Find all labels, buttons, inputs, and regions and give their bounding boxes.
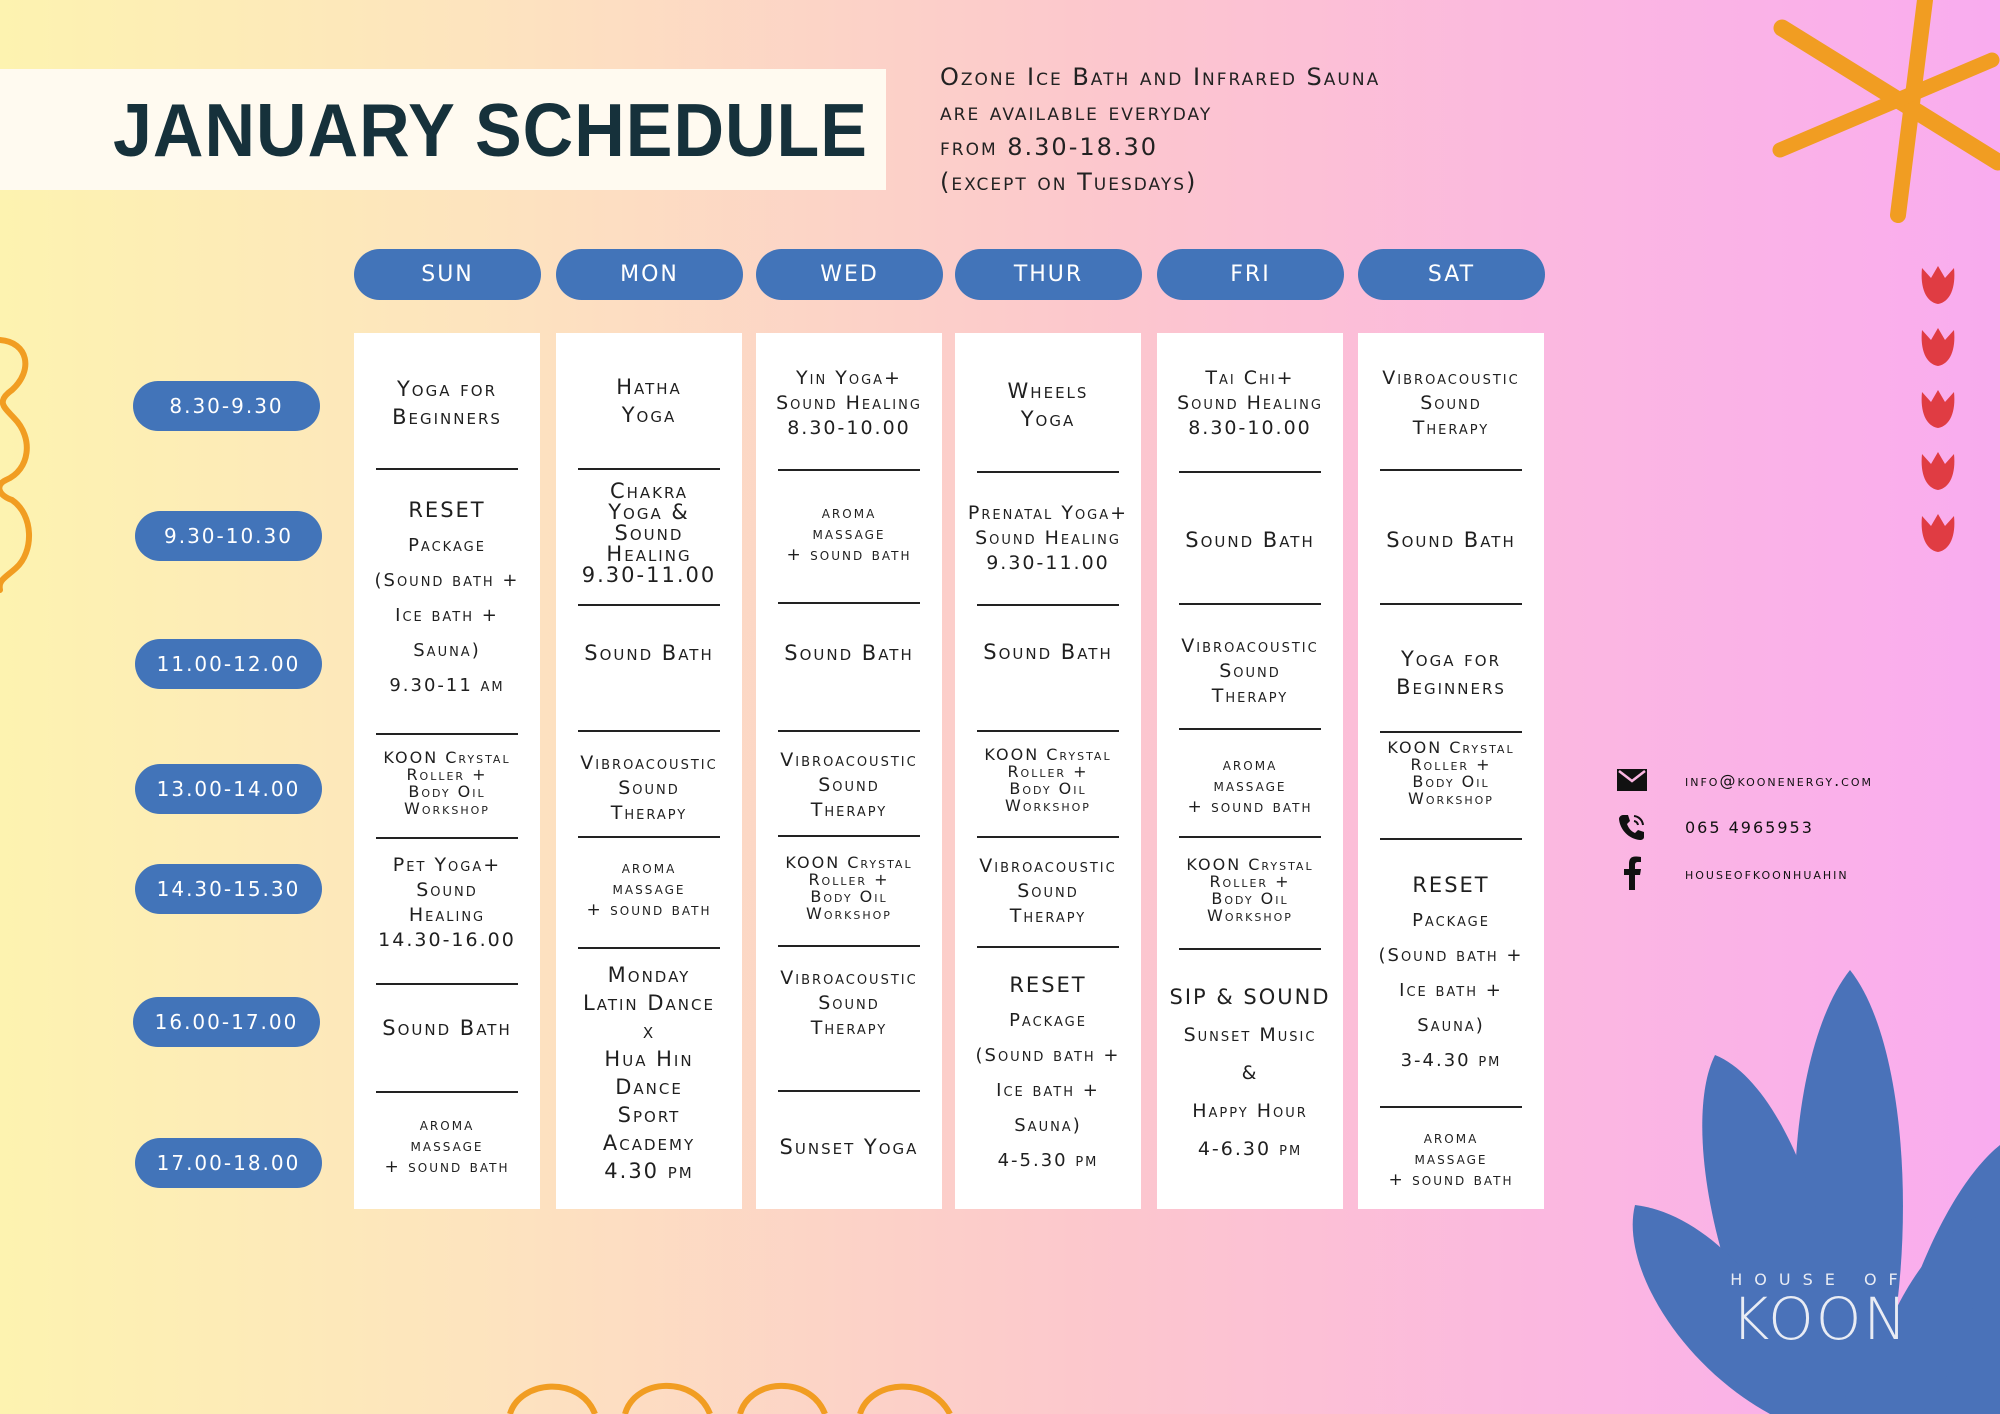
- class-entry: [1358, 863, 1544, 1083]
- class-line: Hua Hin: [604, 1047, 694, 1071]
- divider: [1380, 838, 1522, 840]
- divider: [578, 604, 720, 606]
- day-header-sat: SAT: [1358, 249, 1545, 300]
- divider: [376, 983, 518, 985]
- class-line: 4-6.30 pm: [1197, 1138, 1303, 1160]
- divider: [1380, 603, 1522, 605]
- class-line: Sound Bath: [382, 1016, 512, 1040]
- class-line: Sound Bath: [1386, 528, 1516, 552]
- class-entry: [955, 851, 1141, 931]
- class-line: Prenatal Yoga+: [967, 501, 1129, 524]
- phone-icon: [1615, 810, 1649, 844]
- class-line: RESET: [408, 498, 486, 522]
- divider: [977, 946, 1119, 948]
- class-line: Sound: [1219, 659, 1281, 682]
- class-line: (Sound bath +: [374, 570, 520, 591]
- class-line: Yin Yoga+: [796, 366, 902, 389]
- class-entry: [756, 496, 942, 572]
- divider: [1179, 603, 1321, 605]
- divider: [578, 836, 720, 838]
- class-line: (Sound bath +: [975, 1045, 1121, 1066]
- class-line: Therapy: [1009, 904, 1087, 927]
- class-line: + sound bath: [1388, 1169, 1514, 1190]
- class-entry: [1157, 363, 1343, 443]
- day-header-fri: FRI: [1157, 249, 1344, 300]
- day-header-thur: THUR: [955, 249, 1142, 300]
- class-entry: [756, 853, 942, 923]
- divider: [1179, 728, 1321, 730]
- divider: [778, 1090, 920, 1092]
- class-entry: [1358, 515, 1544, 565]
- class-line: 9.30-11.00: [581, 562, 717, 587]
- class-entry: [354, 1003, 540, 1053]
- class-entry: [1157, 515, 1343, 565]
- divider: [778, 730, 920, 732]
- class-line: aroma: [621, 857, 677, 878]
- divider: [376, 1091, 518, 1093]
- class-line: Therapy: [1211, 684, 1289, 707]
- class-entry: [1157, 855, 1343, 925]
- class-line: Sound Bath: [1185, 528, 1315, 552]
- time-slot: 9.30-10.30: [135, 511, 322, 561]
- class-entry: [556, 628, 742, 678]
- class-line: Workshop: [1207, 906, 1293, 925]
- class-line: Sunset Music: [1183, 1024, 1317, 1046]
- class-line: 4.30 pm: [604, 1159, 694, 1183]
- class-line: KOON Crystal: [785, 853, 913, 872]
- class-line: Yoga: [621, 403, 677, 427]
- time-slot: 16.00-17.00: [133, 997, 320, 1047]
- time-slot: 14.30-15.30: [135, 864, 322, 914]
- email-text[interactable]: info@koonenergy.com: [1685, 770, 1873, 790]
- divider: [578, 468, 720, 470]
- class-line: &: [1241, 1062, 1259, 1084]
- class-line: aroma: [1222, 754, 1278, 775]
- class-line: Sound Bath: [784, 641, 914, 665]
- day-header-wed: WED: [756, 249, 943, 300]
- class-line: Ice bath +: [996, 1080, 1100, 1101]
- orange-asterisk-decoration: [1760, 0, 2000, 230]
- notice-line: from 8.30-18.30: [940, 133, 1159, 161]
- class-entry: [756, 963, 942, 1043]
- class-line: Yoga for: [1400, 647, 1502, 671]
- class-line: + sound bath: [586, 899, 712, 920]
- class-line: + sound bath: [384, 1156, 510, 1177]
- class-line: Ice bath +: [1399, 980, 1503, 1001]
- class-entry: [955, 963, 1141, 1183]
- class-line: KOON Crystal: [1387, 738, 1515, 757]
- class-line: Chakra: [609, 478, 689, 503]
- class-line: Latin Dance: [583, 991, 715, 1015]
- class-line: massage: [1213, 775, 1287, 796]
- class-line: Workshop: [806, 904, 892, 923]
- class-line: 9.30-11.00: [986, 551, 1110, 574]
- facebook-icon: [1615, 856, 1649, 890]
- class-entry: [1358, 363, 1544, 443]
- divider: [778, 469, 920, 471]
- class-entry: [556, 958, 742, 1188]
- class-entry: [354, 1108, 540, 1184]
- day-header-sun: SUN: [354, 249, 541, 300]
- class-line: KOON Crystal: [1186, 855, 1314, 874]
- class-line: Beginners: [1396, 675, 1506, 699]
- orange-swirl-left: [0, 330, 40, 630]
- class-line: Tai Chi+: [1205, 366, 1295, 389]
- class-entry: [1358, 638, 1544, 708]
- class-line: Vibroacoustic: [580, 751, 718, 774]
- class-line: KOON Crystal: [383, 748, 511, 767]
- class-entry: [1157, 748, 1343, 824]
- class-line: massage: [812, 523, 886, 544]
- facebook-text[interactable]: houseofkoonhuahin: [1685, 863, 1849, 883]
- class-line: KOON Crystal: [984, 745, 1112, 764]
- class-line: Sound: [618, 776, 680, 799]
- divider: [977, 836, 1119, 838]
- class-line: Roller +: [1209, 872, 1291, 891]
- facility-notice: [940, 60, 1580, 200]
- class-line: 14.30-16.00: [378, 929, 516, 951]
- class-line: Body Oil: [1009, 779, 1087, 798]
- class-line: aroma: [419, 1114, 475, 1135]
- class-line: massage: [410, 1135, 484, 1156]
- page-title: JANUARY SCHEDULE: [113, 87, 868, 173]
- divider: [1179, 471, 1321, 473]
- notice-line: (except on Tuesdays): [940, 168, 1198, 196]
- divider: [376, 733, 518, 735]
- class-entry: [955, 498, 1141, 578]
- contact-email[interactable]: [1615, 763, 1873, 797]
- class-line: Vibroacoustic: [780, 966, 918, 989]
- divider: [977, 604, 1119, 606]
- class-entry: [556, 361, 742, 441]
- class-line: Pet Yoga+: [392, 854, 502, 876]
- class-line: Roller +: [808, 870, 890, 889]
- class-entry: [955, 365, 1141, 445]
- class-line: Therapy: [810, 798, 888, 821]
- class-line: Sound: [1420, 391, 1482, 414]
- class-line: Sound: [818, 773, 880, 796]
- schedule-column-sat: [1358, 333, 1544, 1209]
- class-line: Roller +: [1007, 762, 1089, 781]
- class-line: Package: [408, 535, 486, 556]
- class-entry: [1358, 1121, 1544, 1197]
- class-line: (Sound bath +: [1378, 945, 1524, 966]
- divider: [977, 471, 1119, 473]
- divider: [1380, 469, 1522, 471]
- class-line: Hatha: [616, 375, 682, 399]
- class-line: aroma: [1423, 1127, 1479, 1148]
- house-of-koon-logo: [1700, 1270, 1940, 1353]
- class-line: Vibroacoustic: [1382, 366, 1520, 389]
- class-entry: [756, 628, 942, 678]
- class-entry: [1157, 631, 1343, 711]
- class-entry: [354, 363, 540, 443]
- schedule-column-thur: [955, 333, 1141, 1209]
- class-line: Academy: [602, 1131, 696, 1155]
- contact-phone[interactable]: [1615, 810, 1814, 844]
- class-line: + sound bath: [1187, 796, 1313, 817]
- divider: [376, 468, 518, 470]
- divider: [977, 730, 1119, 732]
- class-line: Body Oil: [1412, 772, 1490, 791]
- class-entry: [756, 363, 942, 443]
- class-line: Sound Bath: [584, 641, 714, 665]
- class-line: 3-4.30 pm: [1400, 1050, 1502, 1071]
- class-line: Yoga &: [608, 499, 690, 524]
- divider: [1179, 836, 1321, 838]
- schedule-column-sun: [354, 333, 540, 1209]
- divider: [1380, 1106, 1522, 1108]
- class-line: Sound: [416, 879, 478, 901]
- class-line: Package: [1412, 910, 1490, 931]
- class-entry: [955, 745, 1141, 815]
- class-line: massage: [612, 878, 686, 899]
- time-slot: 17.00-18.00: [135, 1138, 322, 1188]
- class-line: Sunset Yoga: [779, 1135, 919, 1159]
- orange-loops-bottom: [500, 1370, 980, 1414]
- class-line: Therapy: [610, 801, 688, 824]
- class-line: x: [642, 1019, 656, 1043]
- class-entry: [756, 745, 942, 825]
- class-line: Therapy: [810, 1016, 888, 1039]
- class-line: Sound Healing: [1177, 391, 1323, 414]
- class-line: RESET: [1412, 873, 1490, 897]
- class-line: Sauna): [1417, 1015, 1485, 1036]
- schedule-column-fri: [1157, 333, 1343, 1209]
- class-entry: [556, 748, 742, 828]
- class-entry: [354, 743, 540, 823]
- time-slot: 11.00-12.00: [135, 639, 322, 689]
- day-header-mon: MON: [556, 249, 743, 300]
- class-line: Yoga: [1020, 407, 1076, 431]
- class-line: Sound Bath: [983, 640, 1113, 664]
- class-line: Roller +: [406, 765, 488, 784]
- class-entry: [354, 851, 540, 955]
- class-line: Workshop: [404, 799, 490, 818]
- logo-small-text: HOUSE OF: [1730, 1270, 1910, 1289]
- class-line: 8.30-10.00: [1188, 416, 1312, 439]
- time-slot: 13.00-14.00: [135, 764, 322, 814]
- divider: [778, 835, 920, 837]
- divider: [778, 602, 920, 604]
- class-line: Sport: [617, 1103, 681, 1127]
- schedule-column-wed: [756, 333, 942, 1209]
- divider: [1179, 948, 1321, 950]
- class-line: 9.30-11 am: [389, 675, 505, 696]
- class-line: Workshop: [1005, 796, 1091, 815]
- class-line: aroma: [821, 502, 877, 523]
- class-line: + sound bath: [786, 544, 912, 565]
- red-tulip-icons: [1918, 262, 1958, 562]
- class-line: Sound Healing: [776, 391, 922, 414]
- class-line: Yoga for: [396, 377, 498, 401]
- class-line: Vibroacoustic: [1181, 634, 1319, 657]
- class-line: Body Oil: [408, 782, 486, 801]
- class-entry: [556, 851, 742, 927]
- class-entry: [1157, 973, 1343, 1173]
- class-entry: [354, 483, 540, 713]
- divider: [1380, 731, 1522, 733]
- phone-text[interactable]: 065 4965953: [1685, 817, 1814, 837]
- class-line: Dance: [615, 1075, 683, 1099]
- class-line: SIP & SOUND: [1169, 985, 1331, 1009]
- divider: [578, 947, 720, 949]
- class-line: RESET: [1009, 973, 1087, 997]
- class-line: Monday: [607, 963, 691, 987]
- class-line: 4-5.30 pm: [997, 1150, 1099, 1171]
- class-line: Vibroacoustic: [979, 854, 1117, 877]
- logo-main-text: KOON: [1731, 1285, 1909, 1353]
- class-line: Therapy: [1412, 416, 1490, 439]
- class-line: Sound: [614, 520, 684, 545]
- class-line: massage: [1414, 1148, 1488, 1169]
- class-entry: [756, 1127, 942, 1167]
- schedule-column-mon: [556, 333, 742, 1209]
- class-line: Workshop: [1408, 789, 1494, 808]
- class-line: Healing: [408, 904, 486, 926]
- class-line: Sound: [818, 991, 880, 1014]
- envelope-icon: [1615, 763, 1649, 797]
- divider: [376, 837, 518, 839]
- class-line: Sound: [1017, 879, 1079, 902]
- divider: [778, 945, 920, 947]
- class-entry: [955, 627, 1141, 677]
- class-line: Body Oil: [810, 887, 888, 906]
- class-line: Sauna): [1014, 1115, 1082, 1136]
- class-line: 8.30-10.00: [787, 416, 911, 439]
- class-line: Sauna): [413, 640, 481, 661]
- class-line: Body Oil: [1211, 889, 1289, 908]
- class-line: Package: [1009, 1010, 1087, 1031]
- class-line: Vibroacoustic: [780, 748, 918, 771]
- divider: [578, 730, 720, 732]
- class-line: Healing: [606, 541, 692, 566]
- class-line: Ice bath +: [395, 605, 499, 626]
- class-line: Beginners: [392, 405, 502, 429]
- class-line: Happy Hour: [1192, 1100, 1308, 1122]
- time-slot: 8.30-9.30: [133, 381, 320, 431]
- class-line: Wheels: [1007, 379, 1089, 403]
- notice-line: Ozone Ice Bath and Infrared Sauna: [940, 63, 1381, 91]
- class-entry: [556, 478, 742, 588]
- class-line: Roller +: [1410, 755, 1492, 774]
- class-line: Sound Healing: [975, 526, 1121, 549]
- notice-line: are available everyday: [940, 98, 1213, 126]
- class-entry: [1358, 738, 1544, 808]
- contact-facebook[interactable]: [1615, 856, 1849, 890]
